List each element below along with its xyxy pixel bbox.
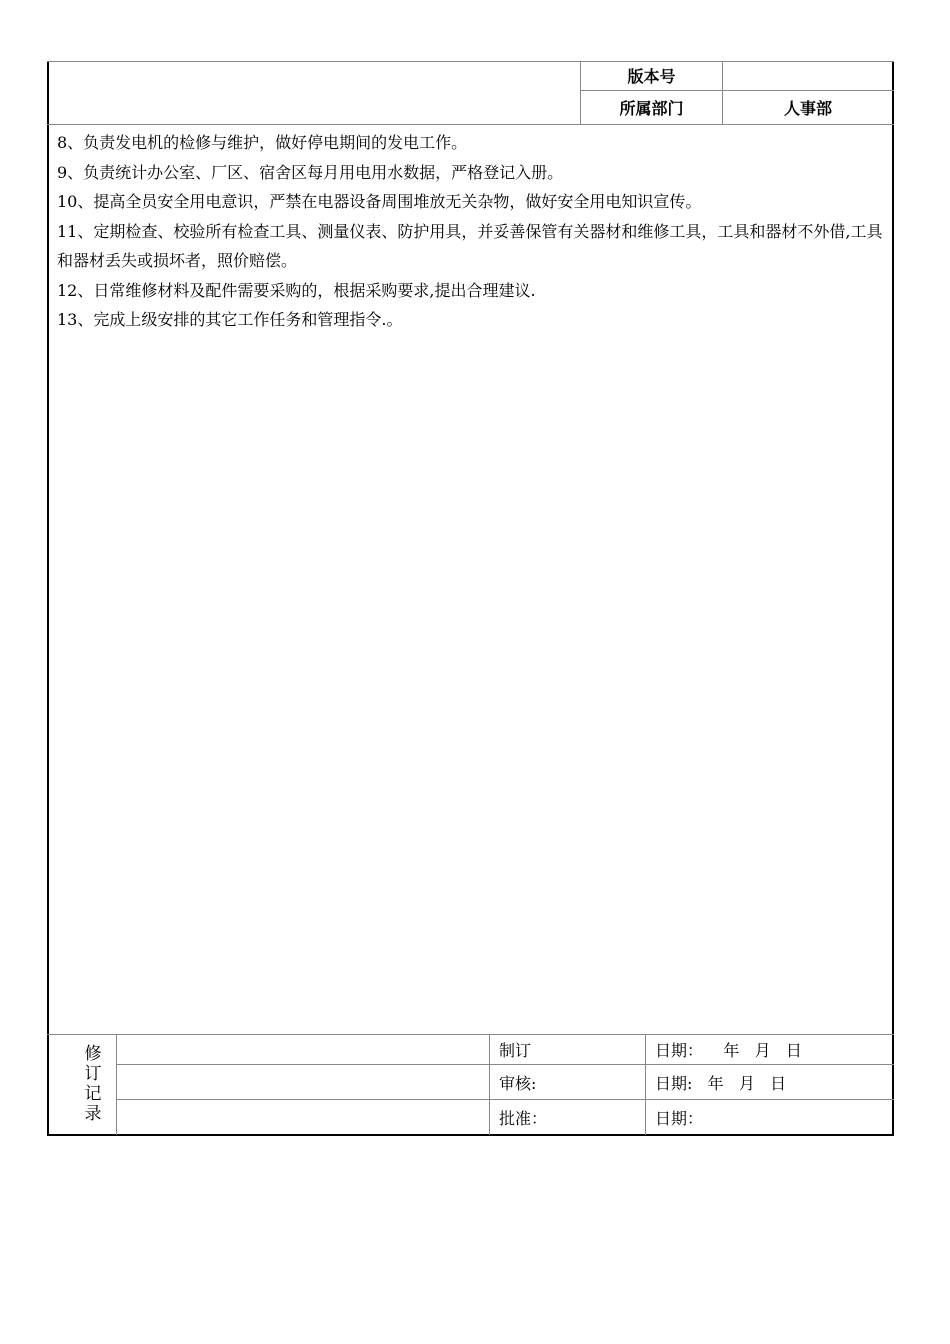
revision-date-review: 日期: 年 月 日 [655,1073,787,1093]
version-value [723,61,893,90]
revision-role-review: 审核: [499,1073,537,1093]
revision-content-cell [120,1065,485,1099]
revision-label-char: 录 [84,1104,102,1124]
revision-content-cell [120,1034,485,1064]
revision-date-approve: 日期： [655,1108,704,1128]
duty-item: 11、定期检查、校验所有检查工具、测量仪表、防护用具，并妥善保管有关器材和维修工具，工具和器材不外借,工具和器材丢失或损坏者，照价赔偿。 [57,221,883,270]
revision-role-approve: 批准： [499,1108,548,1128]
duty-item: 9、负责统计办公室、厂区、宿舍区每月用电用水数据，严格登记入册。 [57,162,564,182]
revision-label-char: 订 [84,1064,102,1084]
department-value: 人事部 [783,99,832,118]
duty-item: 12、日常维修材料及配件需要采购的，根据采购要求,提出合理建议. [57,280,536,300]
department-label: 所属部门 [619,99,684,118]
revision-date-draft: 日期： 年 月 日 [655,1040,802,1060]
revision-content-cell [120,1100,485,1134]
revision-role-divider [489,1034,490,1135]
revision-date-divider [645,1034,646,1135]
revision-bottom-border [116,1134,894,1136]
revision-label-divider [116,1034,117,1135]
version-label: 版本号 [627,67,676,86]
revision-role-draft: 制订 [499,1040,532,1060]
duties-list [57,128,892,335]
revision-label-char: 记 [84,1084,102,1104]
revision-record-label [80,1044,106,1124]
revision-label-char: 修 [84,1044,102,1064]
duty-item: 13、完成上级安排的其它工作任务和管理指令.。 [57,310,403,329]
duty-item: 8、负责发电机的检修与维护，做好停电期间的发电工作。 [57,133,468,152]
duty-item: 10、提高全员安全用电意识，严禁在电器设备周围堆放无关杂物，做好安全用电知识宣传。 [57,192,702,211]
header-bottom-border [47,124,894,125]
